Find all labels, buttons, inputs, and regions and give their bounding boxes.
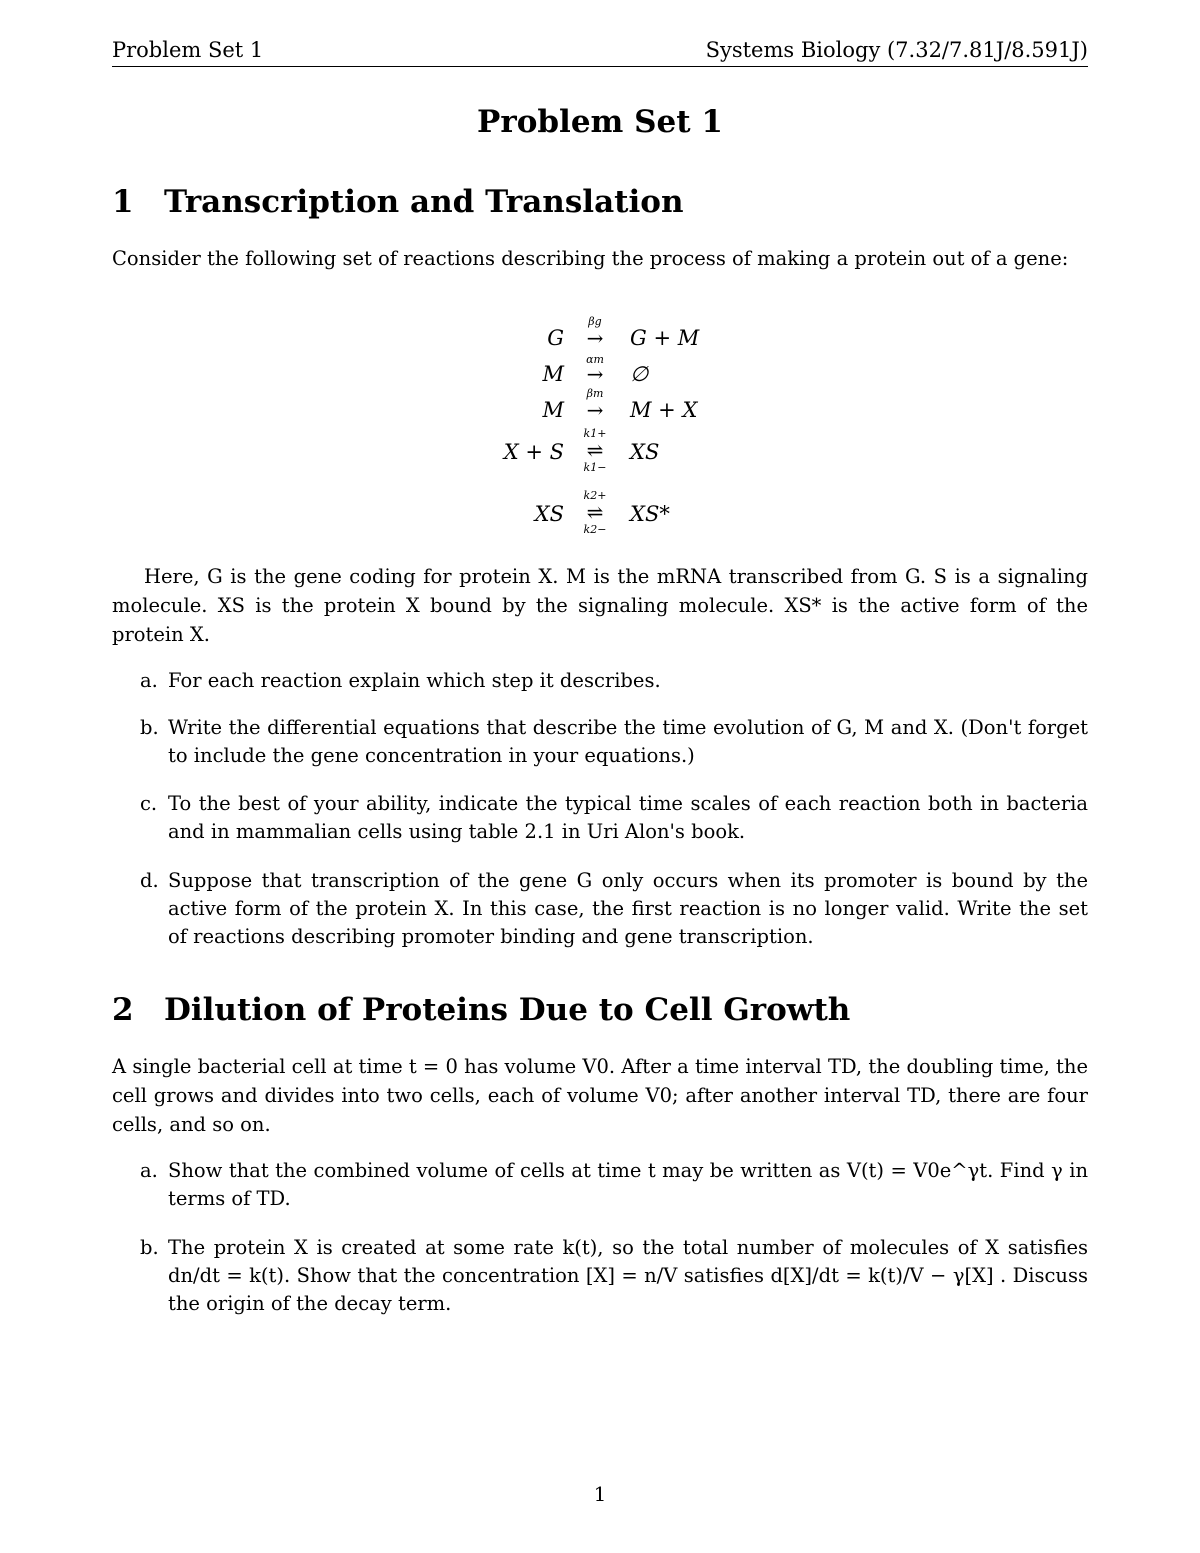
item-marker: a. — [140, 1159, 158, 1182]
list-item — [140, 867, 1088, 951]
reaction-4-rhs: XS — [630, 440, 660, 464]
page-number: 1 — [593, 1482, 607, 1506]
list-item — [140, 790, 1088, 846]
reaction-2-rate: αm — [586, 353, 604, 366]
item-marker: d. — [140, 869, 159, 892]
reaction-3-rhs: M + X — [630, 398, 698, 422]
reaction-1-arrow — [575, 316, 615, 356]
reaction-3-arrow — [575, 388, 615, 428]
item-text: Suppose that transcription of the gene G only occurs when its promoter is bound by the active form of the protein X. In this case, the first reaction is no longer valid. Write the set of reactions describing promoter binding and gene transcription. — [168, 869, 1088, 948]
reaction-4-arrow — [575, 428, 615, 478]
reaction-5-rate-backward: k2− — [583, 523, 607, 536]
section-2-number: 2 — [112, 992, 134, 1028]
reaction-3-lhs: M — [542, 398, 564, 422]
item-text: To the best of your ability, indicate the typical time scales of each reaction both in bacteria and in mammalian cells using table 2.1 in Uri Alon's book. — [168, 792, 1088, 843]
reaction-5-arrow-glyph: ⇌ — [586, 500, 604, 524]
reaction-2-lhs-box — [440, 362, 564, 390]
reaction-3-lhs-box — [440, 398, 564, 426]
section-1-title: Transcription and Translation — [164, 184, 684, 220]
page-title: Problem Set 1 — [477, 104, 723, 140]
section-2-intro: A single bacterial cell at time t = 0 has volume V0. After a time interval TD, the doubling time, the cell grows and divides into two cells, each of volume V0; after another interval TD, there are four cells, and so on. — [112, 1055, 1088, 1136]
list-item — [140, 714, 1088, 770]
reaction-1-rhs: G + M — [630, 326, 700, 350]
item-text: Show that the combined volume of cells at time t may be written as V(t) = V0e^γt. Find γ in terms of TD. — [168, 1159, 1088, 1210]
reaction-5-arrow — [575, 490, 615, 540]
item-text: For each reaction explain which step it describes. — [168, 669, 661, 692]
item-marker: c. — [140, 792, 158, 815]
section-1-number: 1 — [112, 184, 134, 220]
reaction-3-rate: βm — [586, 387, 604, 400]
item-text: Write the differential equations that describe the time evolution of G, M and X. (Don't forget to include the gene concentration in your equations.) — [168, 716, 1088, 767]
item-text: The protein X is created at some rate k(t), so the total number of molecules of X satisfies dn/dt = k(t). Show that the concentration [X] = n/V satisfies d[X]/dt = k(t)/V − γ[X] . Discuss the origin of the decay term. — [168, 1236, 1088, 1315]
reaction-2-rhs: ∅ — [630, 362, 649, 386]
section-1-intro: Consider the following set of reactions describing the process of making a protein out of a gene: — [112, 247, 1069, 270]
section-2-heading — [112, 992, 850, 1028]
running-header-right: Systems Biology (7.32/7.81J/8.591J) — [705, 38, 1088, 62]
item-marker: b. — [140, 716, 159, 739]
reaction-5-lhs: XS — [534, 502, 564, 526]
reaction-4-rate-backward: k1− — [583, 461, 607, 474]
section-2-title: Dilution of Proteins Due to Cell Growth — [164, 992, 851, 1028]
reaction-2-arrow-glyph: → — [586, 362, 604, 386]
reaction-4-lhs: X + S — [503, 440, 564, 464]
running-header-left: Problem Set 1 — [112, 38, 264, 62]
reaction-4-rate-forward: k1+ — [583, 427, 607, 440]
reaction-1-rate: βg — [588, 315, 602, 328]
reaction-1-arrow-glyph: → — [586, 326, 604, 350]
header-rule — [112, 66, 1088, 67]
list-item — [140, 667, 1088, 695]
reaction-4-arrow-glyph: ⇌ — [586, 438, 604, 462]
reaction-5-rate-forward: k2+ — [583, 489, 607, 502]
section-1-description: Here, G is the gene coding for protein X. M is the mRNA transcribed from G. S is a signaling molecule. XS is the protein X bound by the signaling molecule. XS* is the active form of the protein X. — [112, 565, 1088, 646]
reaction-1-lhs: G — [547, 326, 564, 350]
list-item — [140, 1157, 1088, 1213]
reaction-3-arrow-glyph: → — [586, 398, 604, 422]
list-item — [140, 1234, 1088, 1318]
reaction-5-rhs: XS* — [630, 502, 670, 526]
reaction-5-lhs-box — [440, 502, 564, 530]
reaction-2-lhs: M — [542, 362, 564, 386]
item-marker: b. — [140, 1236, 159, 1259]
reaction-4-lhs-box — [440, 440, 564, 468]
item-marker: a. — [140, 669, 158, 692]
reaction-1-lhs-box — [440, 326, 564, 354]
section-1-heading — [112, 184, 683, 220]
